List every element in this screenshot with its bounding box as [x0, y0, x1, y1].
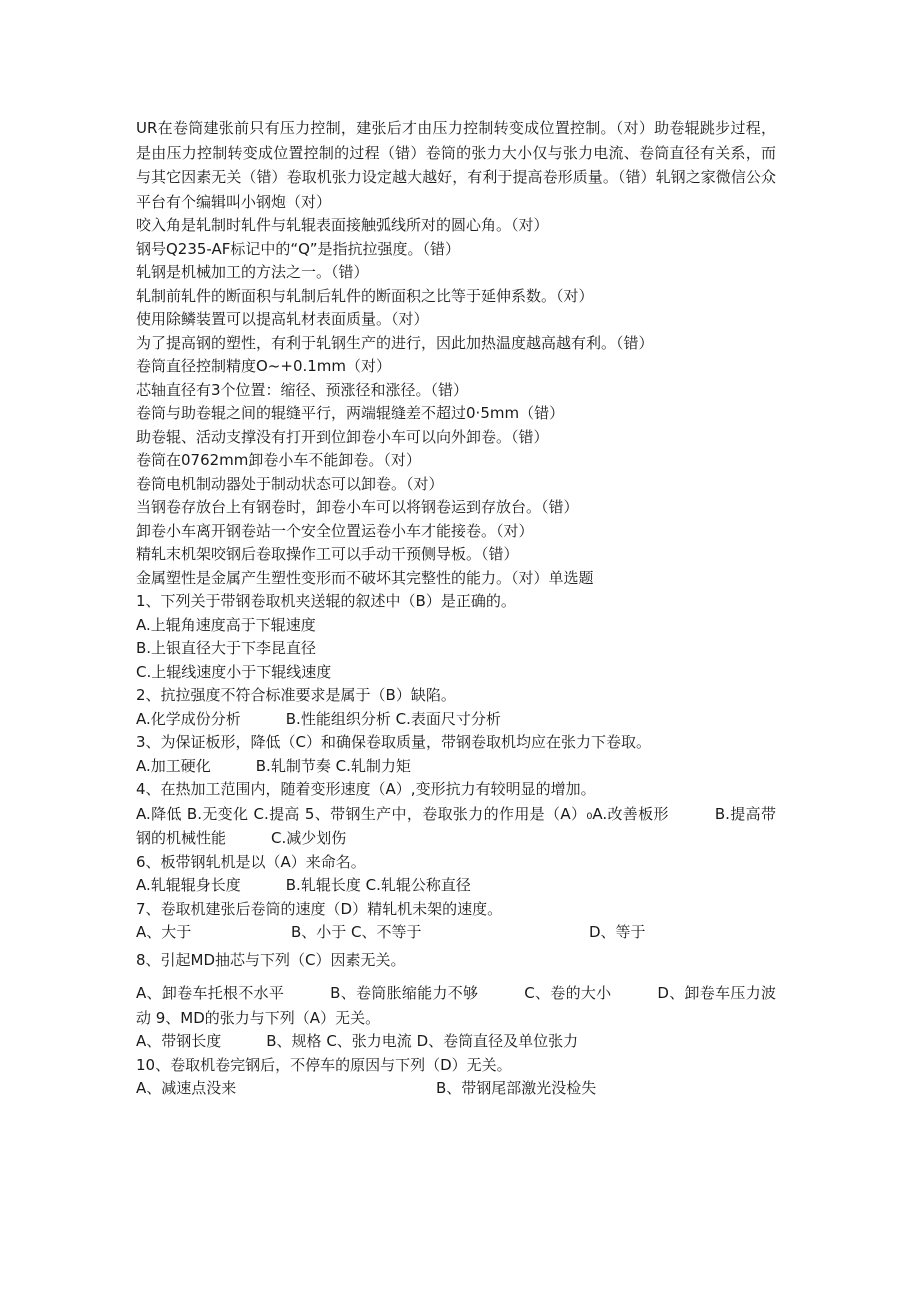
- question-6: 6、板带钢轧机是以（A）来命名。: [136, 852, 366, 871]
- question-5-paragraph: A.降低 B.无变化 C.提高 5、带钢生产中，卷取张力的作用是（A）₀A.改善板形 B.提高带钢的机械性能 C.减少划伤: [136, 804, 776, 847]
- option-bc: B、小于 C、不等于: [291, 923, 422, 941]
- option-line: B.上银直径大于下李昆直径: [136, 639, 317, 657]
- option-line: A.加工硬化 B.轧制节奏 C.轧制力矩: [136, 756, 411, 775]
- document-body: [136, 116, 776, 1101]
- text-line: 卷筒直径控制精度O~+0.1mm（对）: [136, 357, 392, 375]
- option-b: B、带钢尾部激光没检失: [436, 1079, 597, 1097]
- question-10: 10、卷取机卷完钢后，不停车的原因与下列（D）无关。: [136, 1055, 512, 1074]
- question-8: 8、引起MD抽芯与下列（C）因素无关。: [136, 950, 406, 969]
- text-line: 钢号Q235-AF标记中的“Q”是指抗拉强度。（错）: [136, 239, 460, 258]
- text-line: 轧制前轧件的断面积与轧制后轧件的断面积之比等于延伸系数。（对）: [136, 286, 594, 305]
- question-1: 1、下列关于带钢卷取机夹送辊的叙述中（B）是正确的。: [136, 592, 516, 610]
- option-line: A、带钢长度 B、规格 C、张力电流 D、卷筒直径及单位张力: [136, 1032, 579, 1050]
- option-line: A.化学成份分析 B.性能组织分析 C.表面尺寸分析: [136, 709, 501, 728]
- option-d: D、等于: [589, 923, 646, 941]
- question-4: 4、在热加工范围内，随着变形速度（A）,变形抗力有较明显的增加。: [136, 780, 596, 798]
- option-line: A.上辊角速度高于下辊速度: [136, 615, 316, 634]
- option-line: C.上辊线速度小于下辊线速度: [136, 662, 332, 681]
- question-9-paragraph: A、卸卷车托根不水平 B、卷筒胀缩能力不够 C、卷的大小 D、卸卷车压力波动 9、MD的张力与下列（A）无关。: [136, 984, 776, 1027]
- text-line: 精轧末机架咬钢后卷取操作工可以手动干预侧导板。（错）: [136, 545, 519, 563]
- text-line: 卸卷小车离开钢卷站一个安全位置运卷小车才能接卷。（对）: [136, 521, 534, 540]
- question-2: 2、抗拉强度不符合标准要求是属于（B）缺陷。: [136, 686, 456, 704]
- question-7: 7、卷取机建张后卷筒的速度（D）精轧机未架的速度。: [136, 899, 503, 918]
- question-list: [136, 851, 776, 973]
- text-line: 使用除鳞装置可以提高轧材表面质量。（对）: [136, 310, 429, 328]
- text-line: 当钢卷存放台上有钢卷时，卸卷小车可以将钢卷运到存放台。（错）: [136, 498, 579, 516]
- text-line: 轧钢是机械加工的方法之一。（错）: [136, 263, 369, 281]
- option-a: A、减速点没来: [136, 1079, 237, 1097]
- option-line: A.轧辊辊身长度 B.轧辊长度 C.轧辊公称直径: [136, 876, 471, 894]
- text-line: 咬入角是轧制时轧件与轧辊表面接触弧线所对的圆心角。（对）: [136, 216, 549, 234]
- text-line: 芯轴直径有3个位置：缩径、预涨径和涨径。（错）: [136, 380, 469, 399]
- question-3: 3、为保证板形，降低（C）和确保卷取质量，带钢卷取机均应在张力下卷取。: [136, 733, 652, 751]
- question-10-options: [136, 1077, 776, 1101]
- statement-list: [136, 214, 776, 802]
- option-a: A、大于: [136, 923, 192, 941]
- question-7-options: [136, 921, 776, 945]
- text-line: 卷筒电机制动器处于制动状态可以卸卷。（对）: [136, 474, 444, 493]
- intro-paragraph: UR在卷筒建张前只有压力控制，建张后才由压力控制转变成位置控制。（对）助卷辊跳步过程，是由压力控制转变成位置控制的过程（错）卷筒的张力大小仅与张力电流、卷筒直径有关系，而与其它因素无关（错）卷取机张力设定越大越好，有利于提高卷形质量。（错）轧钢之家微信公众平台有个编辑叫小钢炮（对）: [136, 119, 776, 211]
- text-line: 为了提高钢的塑性，有利于轧钢生产的进行，因此加热温度越高越有利。（错）: [136, 333, 654, 352]
- text-line: 助卷辊、活动支撑没有打开到位卸卷小车可以向外卸卷。（错）: [136, 427, 549, 446]
- question-list-end: [136, 1030, 776, 1101]
- text-line: 金属塑性是金属产生塑性变形而不破坏其完整性的能力。（对）单选题: [136, 568, 594, 587]
- text-line: 卷筒与助卷辊之间的辊缝平行，两端辊缝差不超过0·5mm（错）: [136, 404, 565, 422]
- text-line: 卷筒在0762mm卸卷小车不能卸卷。（对）: [136, 451, 421, 469]
